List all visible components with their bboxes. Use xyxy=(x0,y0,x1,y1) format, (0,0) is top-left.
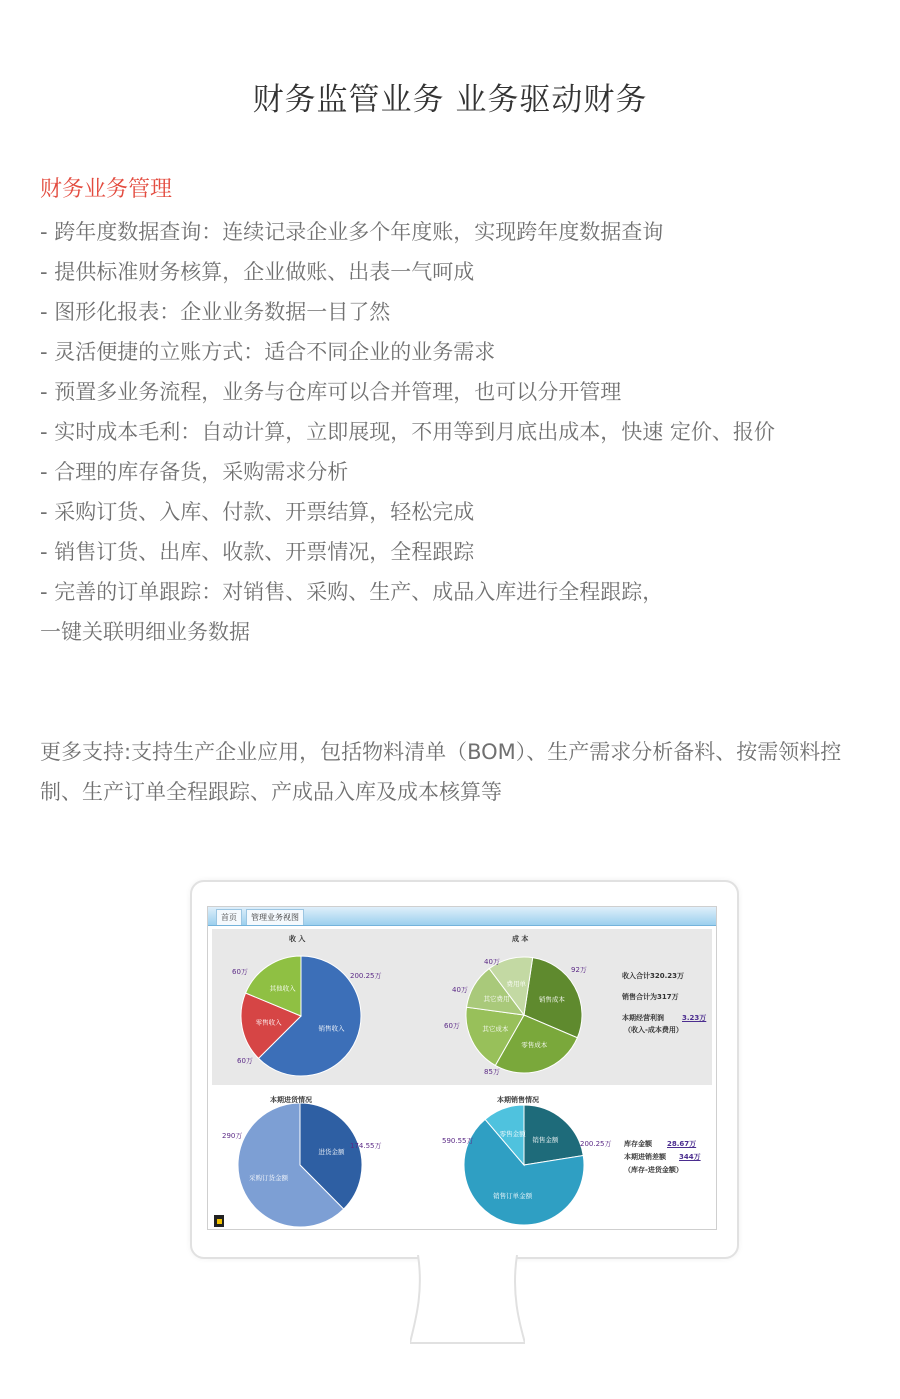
stock-label: 库存金额 xyxy=(624,1140,652,1148)
app-screenshot xyxy=(207,906,717,1230)
purchase-value-label: 290万 xyxy=(222,1132,243,1140)
cost-pie-slice-label: 其它成本 xyxy=(482,1025,509,1034)
diff-value: 344万 xyxy=(679,1153,701,1161)
top-charts xyxy=(212,929,712,1085)
monitor-stand xyxy=(410,1255,525,1350)
list-item: - 销售订货、出库、收款、开票情况，全程跟踪 xyxy=(40,540,475,564)
feature-list xyxy=(40,212,865,652)
sales-pie-slice-label: 销售订单金额 xyxy=(493,1191,533,1200)
profit-note: （收入-成本费用） xyxy=(624,1026,683,1034)
cost-pie-slice-label: 其它费用 xyxy=(483,994,510,1003)
more-support-text: 更多支持:支持生产企业应用，包括物料清单（BOM）、生产需求分析备料、按需领料控制、生产订单全程跟踪、产成品入库及成本核算等 xyxy=(40,740,842,804)
top-chart-panel xyxy=(212,929,712,1085)
cost-value-label: 92万 xyxy=(571,966,587,974)
income-pie-slice-label: 其他收入 xyxy=(269,984,296,993)
purchase-pie-slice-label: 进货金额 xyxy=(318,1148,345,1157)
income-value-label: 60万 xyxy=(237,1057,253,1065)
list-item: - 图形化报表：企业业务数据一目了然 xyxy=(40,300,391,324)
chart-title-purchase: 本期进货情况 xyxy=(270,1096,312,1104)
diff-note: （库存-进货金额） xyxy=(624,1166,683,1174)
cost-pie-slice-label: 零售成本 xyxy=(521,1041,548,1050)
chart-title-income: 收 入 xyxy=(289,935,306,943)
income-pie-slice-label: 零售收入 xyxy=(255,1018,282,1027)
income-pie-slice-label: 销售收入 xyxy=(318,1024,345,1033)
list-item: - 采购订货、入库、付款、开票结算，轻松完成 xyxy=(40,500,475,524)
diff-label: 本期进销差额 xyxy=(624,1153,666,1161)
list-item: - 合理的库存备货，采购需求分析 xyxy=(40,460,349,484)
list-item: 一键关联明细业务数据 xyxy=(40,620,250,644)
sales-pie-slice-label: 零售金额 xyxy=(499,1130,526,1139)
section-title: 财务业务管理 xyxy=(40,177,173,202)
list-item: - 完善的订单跟踪：对销售、采购、生产、成品入库进行全程跟踪， xyxy=(40,580,664,604)
chart-title-sales: 本期销售情况 xyxy=(497,1096,539,1104)
sales-value-label: 200.25万 xyxy=(580,1140,612,1148)
page-title: 财务监管业务 业务驱动财务 xyxy=(252,82,648,118)
purchase-value-label: 174.55万 xyxy=(350,1142,382,1150)
cost-pie-slice-label: 费用单 xyxy=(506,980,526,989)
tab-home[interactable]: 首页 xyxy=(216,909,242,925)
profit-label: 本期经营利润 xyxy=(622,1014,664,1022)
list-item: - 实时成本毛利：自动计算，立即展现，不用等到月底出成本，快速 定价、报价 xyxy=(40,420,775,444)
cost-value-label: 85万 xyxy=(484,1068,500,1076)
income-value-label: 200.25万 xyxy=(350,972,382,980)
purchase-pie-slice-label: 采购订货金额 xyxy=(248,1173,288,1182)
sales-pie-slice-label: 销售金额 xyxy=(532,1135,559,1144)
income-total: 收入合计320.23万 xyxy=(622,972,685,980)
cost-value-label: 40万 xyxy=(452,986,468,994)
app-icon xyxy=(214,1215,224,1227)
cost-pie-slice-label: 销售成本 xyxy=(538,995,565,1004)
sales-total: 销售合计为317万 xyxy=(622,993,679,1001)
list-item: - 提供标准财务核算，企业做账、出表一气呵成 xyxy=(40,260,475,284)
sales-value-label: 590.55万 xyxy=(442,1137,474,1145)
list-item: - 预置多业务流程，业务与仓库可以合并管理，也可以分开管理 xyxy=(40,380,622,404)
profit-value: 3.23万 xyxy=(682,1014,707,1022)
stock-value: 28.67万 xyxy=(667,1140,697,1148)
cost-value-label: 60万 xyxy=(444,1022,460,1030)
tab-bar xyxy=(208,907,716,926)
tab-management-view[interactable]: 管理业务视图 xyxy=(246,909,304,925)
income-value-label: 60万 xyxy=(232,968,248,976)
cost-value-label: 40万 xyxy=(484,958,500,966)
bottom-chart-panel xyxy=(212,1091,712,1229)
list-item: - 灵活便捷的立账方式：适合不同企业的业务需求 xyxy=(40,340,496,364)
chart-title-cost: 成 本 xyxy=(512,935,529,943)
list-item: - 跨年度数据查询：连续记录企业多个年度账，实现跨年度数据查询 xyxy=(40,220,664,244)
